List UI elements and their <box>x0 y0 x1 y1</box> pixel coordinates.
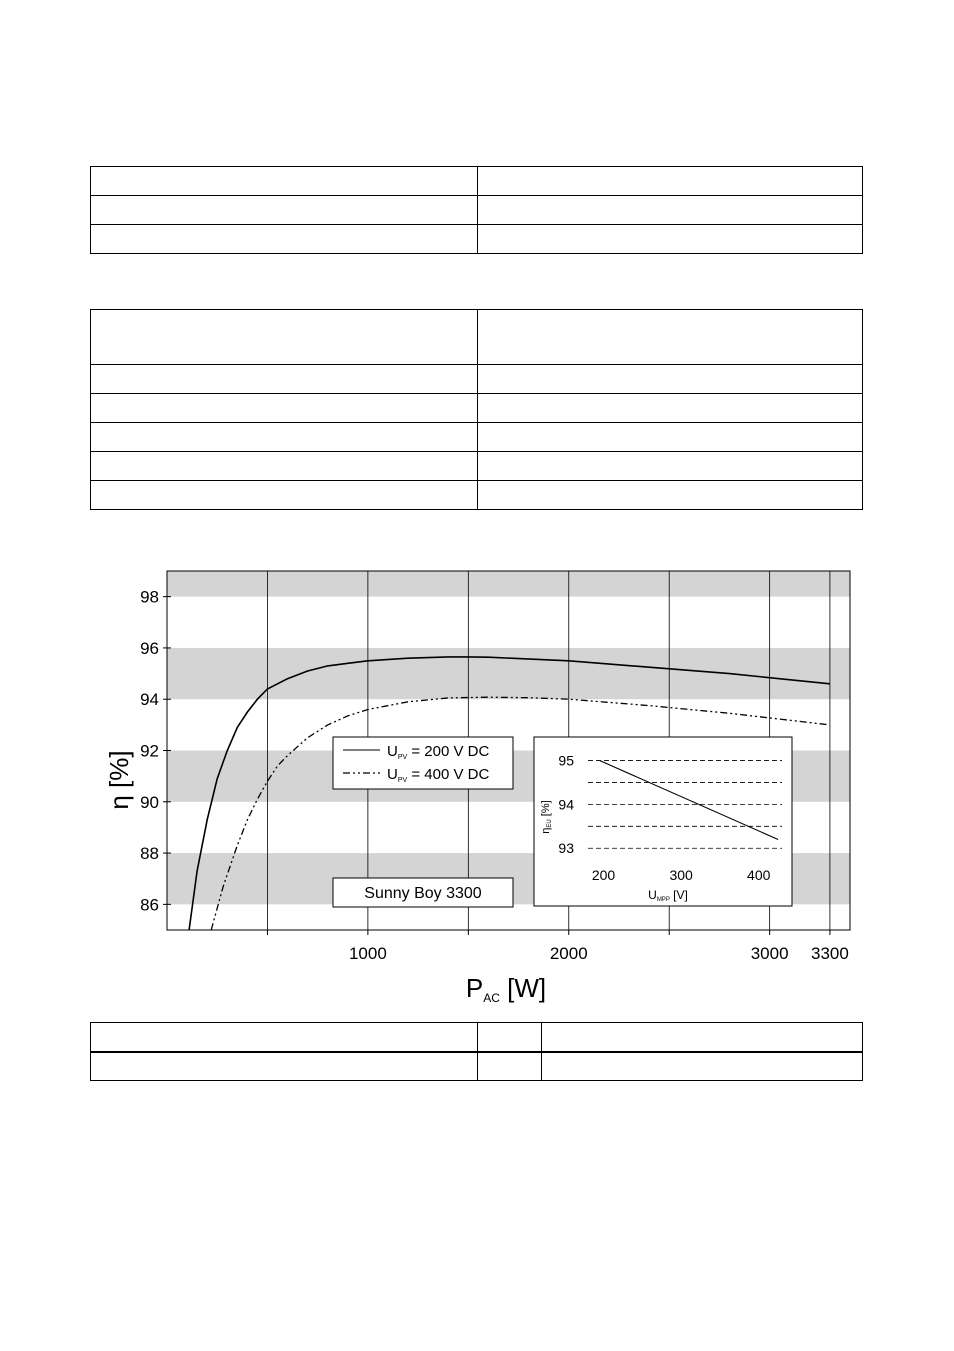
table-cell <box>91 310 478 365</box>
legend-label-400v: $U_{PV} = 400$ V DC <box>387 766 490 784</box>
table-row <box>91 452 863 481</box>
inset-y-tick-label: 93 <box>558 840 574 857</box>
y-axis-label: η [%] <box>104 750 134 810</box>
inset-x-axis-label: UMPP [V] <box>648 888 688 903</box>
spec-table-middle <box>90 309 863 510</box>
table-cell <box>542 1023 863 1052</box>
x-axis-ticks <box>267 930 848 963</box>
inset-x-tick-label: 200 <box>591 867 616 883</box>
table-cell <box>91 481 478 510</box>
y-tick-label: 98 <box>140 587 159 607</box>
grey-band <box>167 648 850 699</box>
table-cell <box>91 225 478 254</box>
y-tick-label: 92 <box>140 741 159 761</box>
grey-band <box>167 571 850 597</box>
x-tick-label: 3000 <box>750 944 789 963</box>
table-cell <box>478 394 863 423</box>
table-cell <box>478 310 863 365</box>
table-row <box>91 225 863 254</box>
table-cell <box>478 365 863 394</box>
spec-table-top <box>90 166 863 254</box>
inset-x-tick-label: 400 <box>747 867 771 883</box>
table-row <box>91 423 863 452</box>
product-label-box <box>333 878 513 907</box>
y-tick-label: 94 <box>140 690 159 710</box>
legend <box>333 737 513 789</box>
table-cell <box>91 196 478 225</box>
table-cell <box>478 167 863 196</box>
y-axis-ticks <box>140 588 171 915</box>
inset-y-axis-label: ηEU [%] <box>540 800 553 834</box>
y-tick-label: 90 <box>140 792 159 812</box>
product-label: Sunny Boy 3300 <box>364 885 482 902</box>
x-tick-label: 2000 <box>549 944 588 963</box>
table-cell <box>91 1052 478 1081</box>
inset-y-tick-label: 94 <box>558 796 574 813</box>
table-cell <box>91 365 478 394</box>
table-cell <box>91 394 478 423</box>
table-cell <box>478 196 863 225</box>
spec-table-bottom <box>90 1022 863 1081</box>
table-row <box>91 394 863 423</box>
inset-chart <box>534 737 792 906</box>
table-row <box>91 481 863 510</box>
y-tick-label: 96 <box>140 638 159 658</box>
x-tick-label: 3300 <box>810 944 849 963</box>
table-cell <box>91 452 478 481</box>
inset-y-tick-label: 95 <box>558 752 574 769</box>
inset-x-tick-label: 300 <box>669 867 693 883</box>
table-cell <box>478 423 863 452</box>
efficiency-chart <box>90 560 864 1010</box>
y-tick-label: 86 <box>140 895 159 915</box>
table-cell <box>478 225 863 254</box>
table-cell <box>478 481 863 510</box>
table-cell <box>91 423 478 452</box>
table-cell <box>478 1023 542 1052</box>
table-row <box>91 167 863 196</box>
y-tick-label: 88 <box>140 844 159 864</box>
x-tick-label: 1000 <box>348 944 387 963</box>
table-cell <box>478 452 863 481</box>
legend-label-200v: $U_{PV} = 200$ V DC <box>387 743 490 761</box>
table-cell <box>91 167 478 196</box>
table-row <box>91 1023 863 1052</box>
x-axis-label: PAC [W] <box>465 973 547 1005</box>
table-row <box>91 196 863 225</box>
table-row <box>91 365 863 394</box>
table-row <box>91 310 863 365</box>
table-cell <box>91 1023 478 1052</box>
table-cell <box>478 1052 542 1081</box>
table-cell <box>542 1052 863 1081</box>
table-row <box>91 1052 863 1081</box>
inset-y-ticks <box>558 753 574 857</box>
